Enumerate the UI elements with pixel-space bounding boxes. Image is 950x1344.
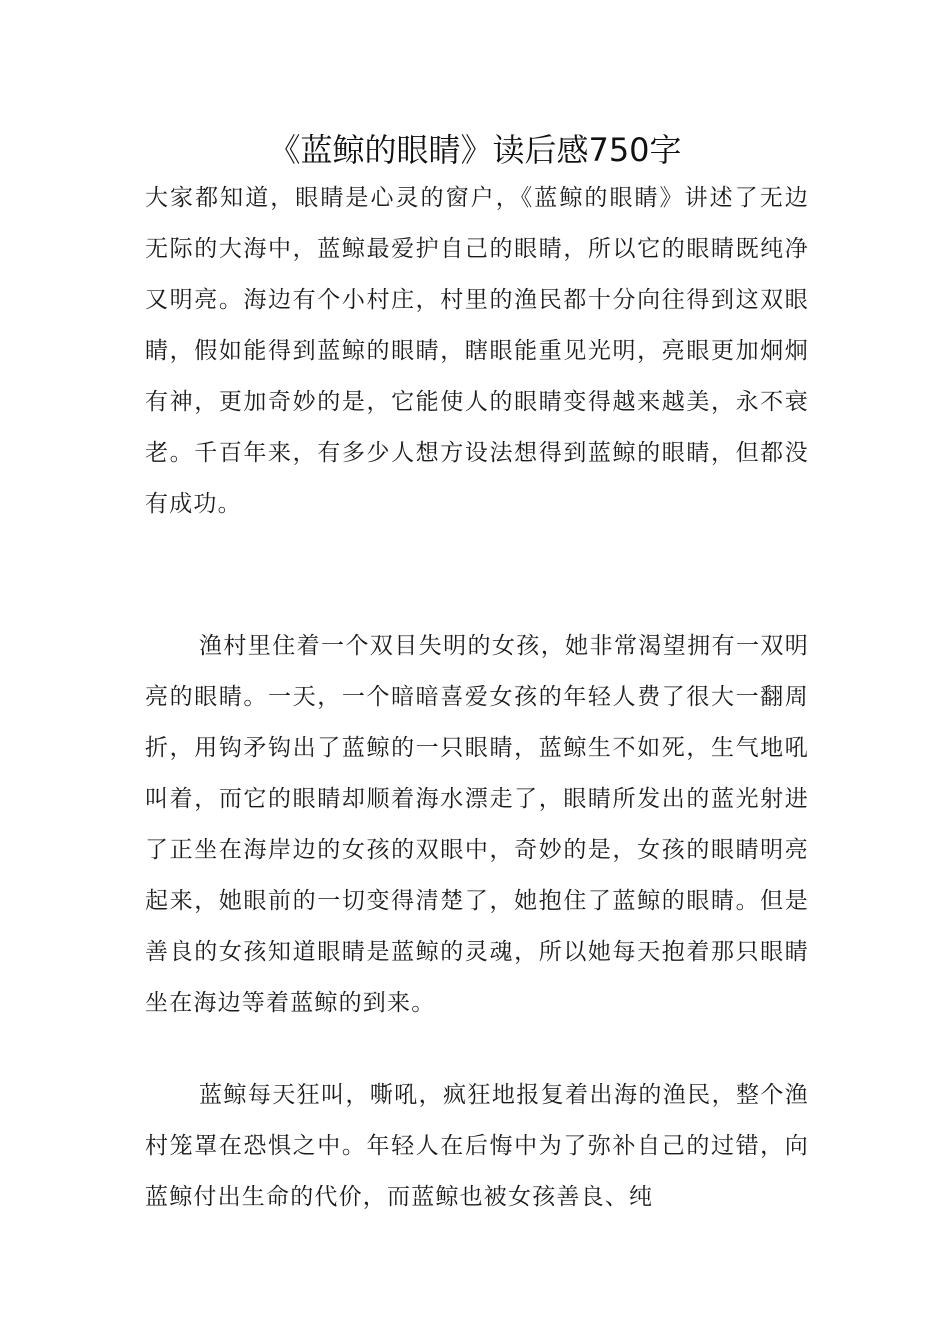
paragraph-2: 渔村里住着一个双目失明的女孩，她非常渴望拥有一双明亮的眼睛。一天，一个暗暗喜爱女孩的年轻人费了很大一翻周折，用钩矛钩出了蓝鲸的一只眼睛，蓝鲸生不如死，生气地吼叫着，而它的眼睛却顺着海水漂走了，眼睛所发出的蓝光射进了正坐在海岸边的女孩的双眼中，奇妙的是，女孩的眼睛明亮起来，她眼前的一切变得清楚了，她抱住了蓝鲸的眼睛。但是善良的女孩知道眼睛是蓝鲸的灵魂，所以她每天抱着那只眼睛坐在海边等着蓝鲸的到来。	[145, 633, 809, 1016]
paragraph-3: 蓝鲸每天狂叫，嘶吼，疯狂地报复着出海的渔民，整个渔村笼罩在恐惧之中。年轻人在后悔中为了弥补自己的过错，向蓝鲸付出生命的代价，而蓝鲸也被女孩善良、纯	[145, 1082, 809, 1210]
document-title: 《蓝鲸的眼睛》读后感750字	[268, 131, 682, 169]
paragraph-1: 大家都知道，眼睛是心灵的窗户，《蓝鲸的眼睛》讲述了无边无际的大海中，蓝鲸最爱护自己的眼睛，所以它的眼睛既纯净又明亮。海边有个小村庄，村里的渔民都十分向往得到这双眼睛，假如能得到蓝鲸的眼睛，瞎眼能重见光明，亮眼更加炯炯有神，更加奇妙的是，它能使人的眼睛变得越来越美，永不衰老。千百年来，有多少人想方设法想得到蓝鲸的眼睛，但都没有成功。	[145, 185, 809, 517]
